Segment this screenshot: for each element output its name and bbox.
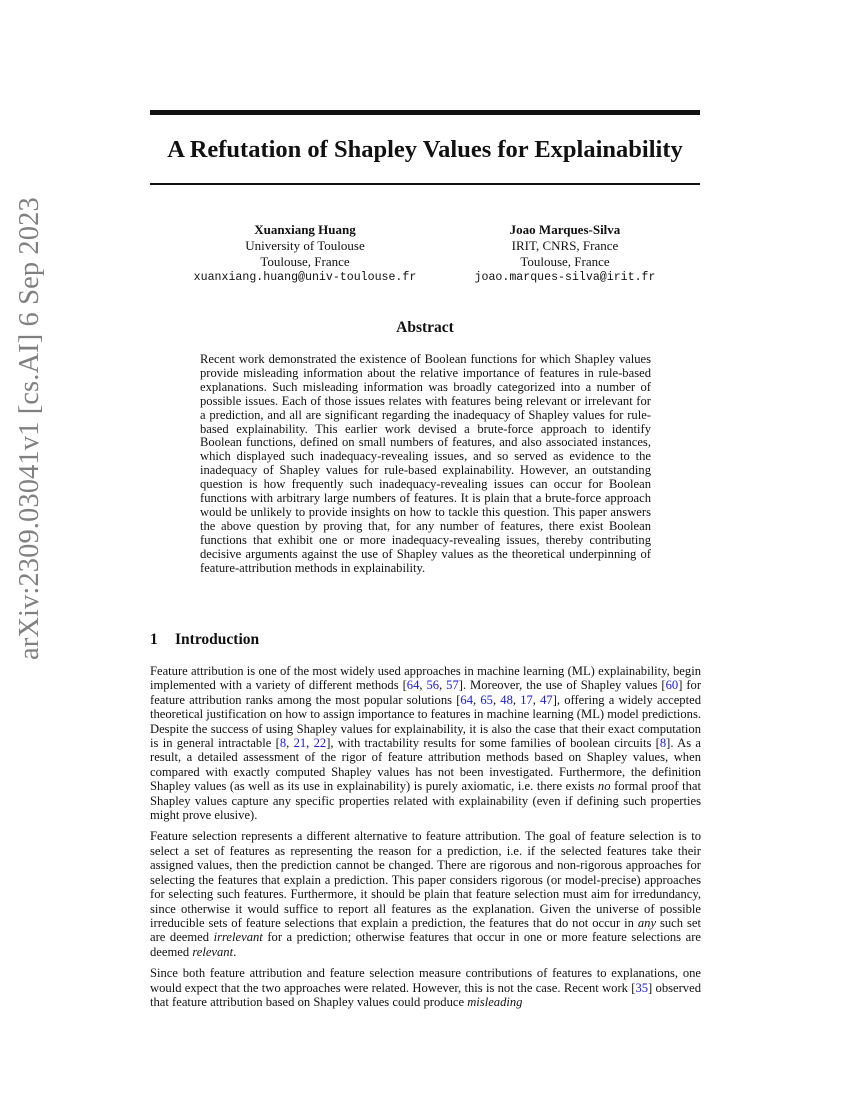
abstract-text: Recent work demonstrated the existence of Boolean functions for which Shapley values provide misleading information about the relative importance of features in rule-based explanations. Such misleading information was broadly categorized into a number of possible issues. Each of those issues relates with features being relevant or irrelevant for a prediction, and all are significant regarding the inadequacy of Shapley values for rule-based explainability. This earlier work devised a brute-force approach to identify Boolean functions, defined on small numbers of features, and also associated instances, which displayed such inadequacy-revealing issues, and so served as evidence to the inadequacy of Shapley values for rule-based explainability. However, an outstanding question is how frequently such inadequacy-revealing issues can occur for Boolean functions with arbitrary large numbers of features. It is plain that a brute-force approach would be unlikely to provide insights on how to tackle this question. This paper answers the above question by proving that, for any number of features, there exist Boolean functions that exhibit one or more inadequacy-revealing issues, thereby contributing decisive arguments against the use of Shapley values as the theoretical underpinning of feature-attribution methods in explainability.: [200, 352, 651, 575]
abstract-heading: Abstract: [396, 319, 454, 336]
text-run: ] for feature attribution ranks among the most popular solutions [: [150, 678, 702, 707]
arxiv-identifier-stamp: arXiv:2309.03041v1 [cs.AI] 6 Sep 2023: [14, 197, 45, 660]
citation-link[interactable]: 35: [635, 980, 649, 995]
author-affiliation: IRIT, CNRS, France: [511, 238, 619, 253]
emphasis: no: [597, 779, 611, 794]
emphasis: relevant: [192, 944, 234, 959]
citation-link[interactable]: 57: [446, 678, 459, 693]
text-run: ,: [512, 692, 521, 707]
text-run: Since both feature attribution and feature selection measure contributions of features to explanations, one would expect that the two approaches were related. However, this is not the case. Recent work [: [150, 966, 701, 995]
text-run: ,: [419, 678, 427, 693]
citation-link[interactable]: 21: [293, 736, 307, 751]
citation-link[interactable]: 65: [480, 692, 493, 707]
text-run: ,: [532, 692, 541, 707]
paragraph: [150, 664, 701, 822]
citation-link[interactable]: 17: [520, 692, 533, 707]
section-number: 1: [150, 631, 158, 648]
text-run: Feature selection represents a different alternative to feature attribution. The goal of feature selection is to select a set of features as representing the reason for a prediction, i.e. if the selected features take their assigned values, then the prediction cannot be changed. There are rigorous and non-rigorous approaches for selecting the features that explain a prediction. This paper considers rigorous (or model-precise) approaches for selecting such features. Furthermore, it should be plain that feature selection must aim for irredundancy, since otherwise it would suffice to report all features as the explanation. Given the universe of possible irreducible sets of feature selections that explain a prediction, the features that do not occur in: [150, 829, 701, 930]
author-affiliation: University of Toulouse: [245, 238, 365, 253]
paragraph: [150, 966, 701, 1009]
paper-title: A Refutation of Shapley Values for Explainability: [167, 136, 683, 163]
citation-link[interactable]: 64: [460, 692, 474, 707]
citation-link[interactable]: 47: [540, 692, 553, 707]
text-run: ]. Moreover, the use of Shapley values [: [458, 678, 666, 693]
author-block: [445, 222, 685, 286]
citation-link[interactable]: 22: [313, 736, 327, 751]
author-name: Joao Marques-Silva: [509, 222, 621, 237]
citation-link[interactable]: 64: [406, 678, 420, 693]
citation-link[interactable]: 8: [279, 736, 287, 751]
author-email: xuanxiang.huang@univ-toulouse.fr: [193, 271, 417, 284]
citation-link[interactable]: 56: [426, 678, 440, 693]
paragraph: [150, 829, 701, 959]
text-run: formal proof that Shapley values capture any specific properties related with explainability (even if defining such properties might prove elusive).: [150, 779, 701, 823]
author-block: [180, 222, 430, 286]
text-run: ]. As a result, a detailed assessment of the rigor of feature attribution methods based on Shapley values, when compared with exactly computed Shapley values has not been investigated. Furthermore, the definition Shapley values (as well as its use in explainability) is purely axiomatic, i.e. there exists: [150, 736, 701, 794]
text-run: for a prediction; otherwise features that occur in one or more feature selections are deemed: [150, 930, 701, 959]
text-run: ,: [439, 678, 447, 693]
section-heading: [150, 631, 259, 649]
emphasis: misleading: [467, 994, 523, 1009]
emphasis: irrelevant: [213, 930, 263, 945]
author-name: Xuanxiang Huang: [254, 222, 356, 237]
text-run: ], with tractability results for some families of boolean circuits [: [326, 736, 660, 751]
text-run: ] observed that feature attribution based on Shapley values could produce: [150, 980, 701, 1009]
text-run: ,: [306, 736, 314, 751]
author-email: joao.marques-silva@irit.fr: [474, 271, 656, 284]
text-run: Feature attribution is one of the most widely used approaches in machine learning (ML) explainability, begin implemented with a variety of different methods [: [150, 664, 701, 693]
text-run: ,: [492, 692, 501, 707]
citation-link[interactable]: 48: [500, 692, 513, 707]
citation-link[interactable]: 60: [665, 678, 679, 693]
section-title: Introduction: [175, 631, 260, 648]
author-location: Toulouse, France: [260, 254, 350, 269]
emphasis: any: [637, 915, 657, 930]
text-run: ], offering a widely accepted theoretical justification on how to assign importance to features in machine learning (ML) model predictions. Despite the success of using Shapley values for explainability, it is also the case that their exact computation is in general intractable [: [150, 692, 701, 751]
text-run: ,: [473, 692, 481, 707]
text-run: .: [233, 944, 237, 959]
title-bottom-rule: [150, 183, 700, 185]
author-location: Toulouse, France: [520, 254, 610, 269]
text-run: ,: [286, 736, 294, 751]
text-run: such set are deemed: [150, 915, 701, 945]
citation-link[interactable]: 8: [659, 736, 667, 751]
section-body: [150, 664, 701, 1016]
title-top-rule: [150, 110, 700, 115]
